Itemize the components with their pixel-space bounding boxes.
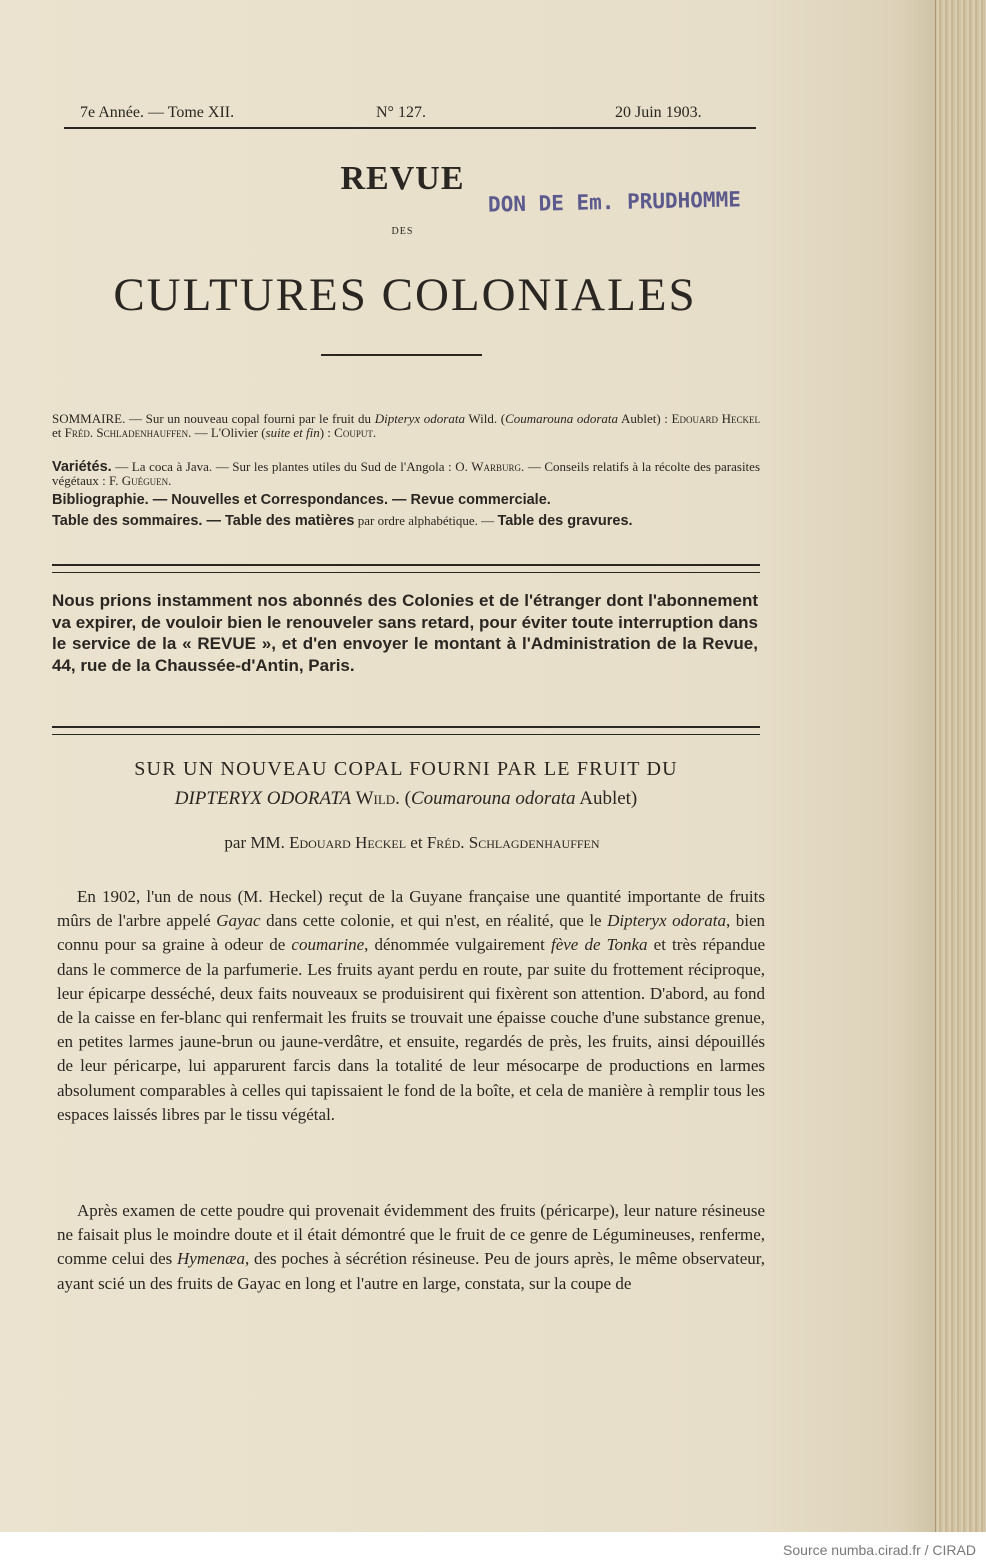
article-title-line2: DIPTERYX ODORATA Wild. (Coumarouna odorata Aublet) bbox=[174, 788, 638, 809]
toc-varietes-label: Variétés. bbox=[52, 459, 112, 475]
toc-sommaire-label: SOMMAIRE. bbox=[52, 411, 126, 426]
toc-bibliographie: Bibliographie. — Nouvelles et Correspondances. — Revue commerciale. bbox=[52, 492, 551, 508]
article-double-rule bbox=[52, 726, 760, 735]
header-date: 20 Juin 1903. bbox=[615, 104, 702, 121]
masthead-revue: REVUE bbox=[340, 160, 465, 197]
header-year-tome: 7e Année. — Tome XII. bbox=[80, 104, 235, 121]
source-credit-bar bbox=[0, 1532, 986, 1566]
article-paragraph-1: En 1902, l'un de nous (M. Heckel) reçut de la Guyane française une quantité importante de fruits mûrs de l'arbre appelé Gayac dans cette colonie, et qui n'est, en réalité, que le Dipteryx odorata, bien connu pour sa graine à odeur de coumarine, dénommée vulgairement fève de Tonka et très répandue dans le commerce de la parfumerie. Les fruits ayant perdu en route, par suite du frottement réciproque, leur épicarpe desséché, deux faits nouveaux se produisirent qui fixèrent son attention. D'abord, au fond de la caisse en fer-blanc qui renfermait les fruits se trouvait une épaisse couche d'une substance grenue, en petites larmes jaune-brun ou jaune-verdâtre, et ensuite, regardés de près, les fruits, ainsi dépouillés de leur péricarpe, lui apparurent farcis dans la totalité de leur mésocarpe de productions en larmes absolument comparables à celles qui tapissaient le fond de la boîte, et cela de manière à remplir tous les espaces laissés libres par le tissu végétal. bbox=[57, 887, 765, 1124]
section-double-rule bbox=[52, 564, 760, 573]
subscription-notice: Nous prions instamment nos abonnés des Colonies et de l'étranger dont l'abonnement va expirer, de vouloir bien le renouveler sans retard, pour éviter toute interruption dans le service de la « REVUE », et d'en envoyer le montant à l'Administration de la Revue, 44, rue de la Chaussée-d'Antin, Paris. bbox=[52, 591, 758, 675]
header-rule bbox=[64, 127, 756, 129]
header-issue-number: N° 127. bbox=[376, 104, 426, 121]
article-authors: par MM. Edouard Heckel et Fréd. Schlagdenhauffen bbox=[224, 833, 600, 852]
toc-sommaire: SOMMAIRE. — Sur un nouveau copal fourni par le fruit du Dipteryx odorata Wild. (Coumarouna odorata Aublet) : Edouard Heckel et Fréd. Schladenhauffen. — L'Olivier (suite et fin) : Couput. bbox=[52, 411, 761, 440]
toc-tables: Table des sommaires. — Table des matières par ordre alphabétique. — Table des gravures. bbox=[52, 513, 633, 529]
toc-varietes: Variétés. — La coca à Java. — Sur les plantes utiles du Sud de l'Angola : O. Warburg. — Conseils relatifs à la récolte des parasites végétaux : F. Guéguen. bbox=[52, 459, 761, 488]
article-title-line1: SUR UN NOUVEAU COPAL FOURNI PAR LE FRUIT DU bbox=[134, 758, 678, 780]
donation-stamp: DON DE Em. PRUDHOMME bbox=[487, 187, 742, 217]
masthead-des: DES bbox=[391, 226, 414, 237]
source-credit: Source numba.cirad.fr / CIRAD bbox=[783, 1542, 976, 1558]
book-page-edges bbox=[935, 0, 986, 1532]
masthead-rule bbox=[321, 354, 482, 356]
article-paragraph-2: Après examen de cette poudre qui provenait évidemment des fruits (péricarpe), leur nature résineuse ne faisait plus le moindre doute et il était démontré que le fruit de ce genre de Légumineuses, renferme, comme celui des Hymenæa, des poches à sécrétion résineuse. Peu de jours après, le même observateur, ayant scié un des fruits de Gayac en long et l'autre en large, constata, sur la coupe de bbox=[57, 1201, 765, 1293]
masthead-title: CULTURES COLONIALES bbox=[113, 269, 697, 321]
